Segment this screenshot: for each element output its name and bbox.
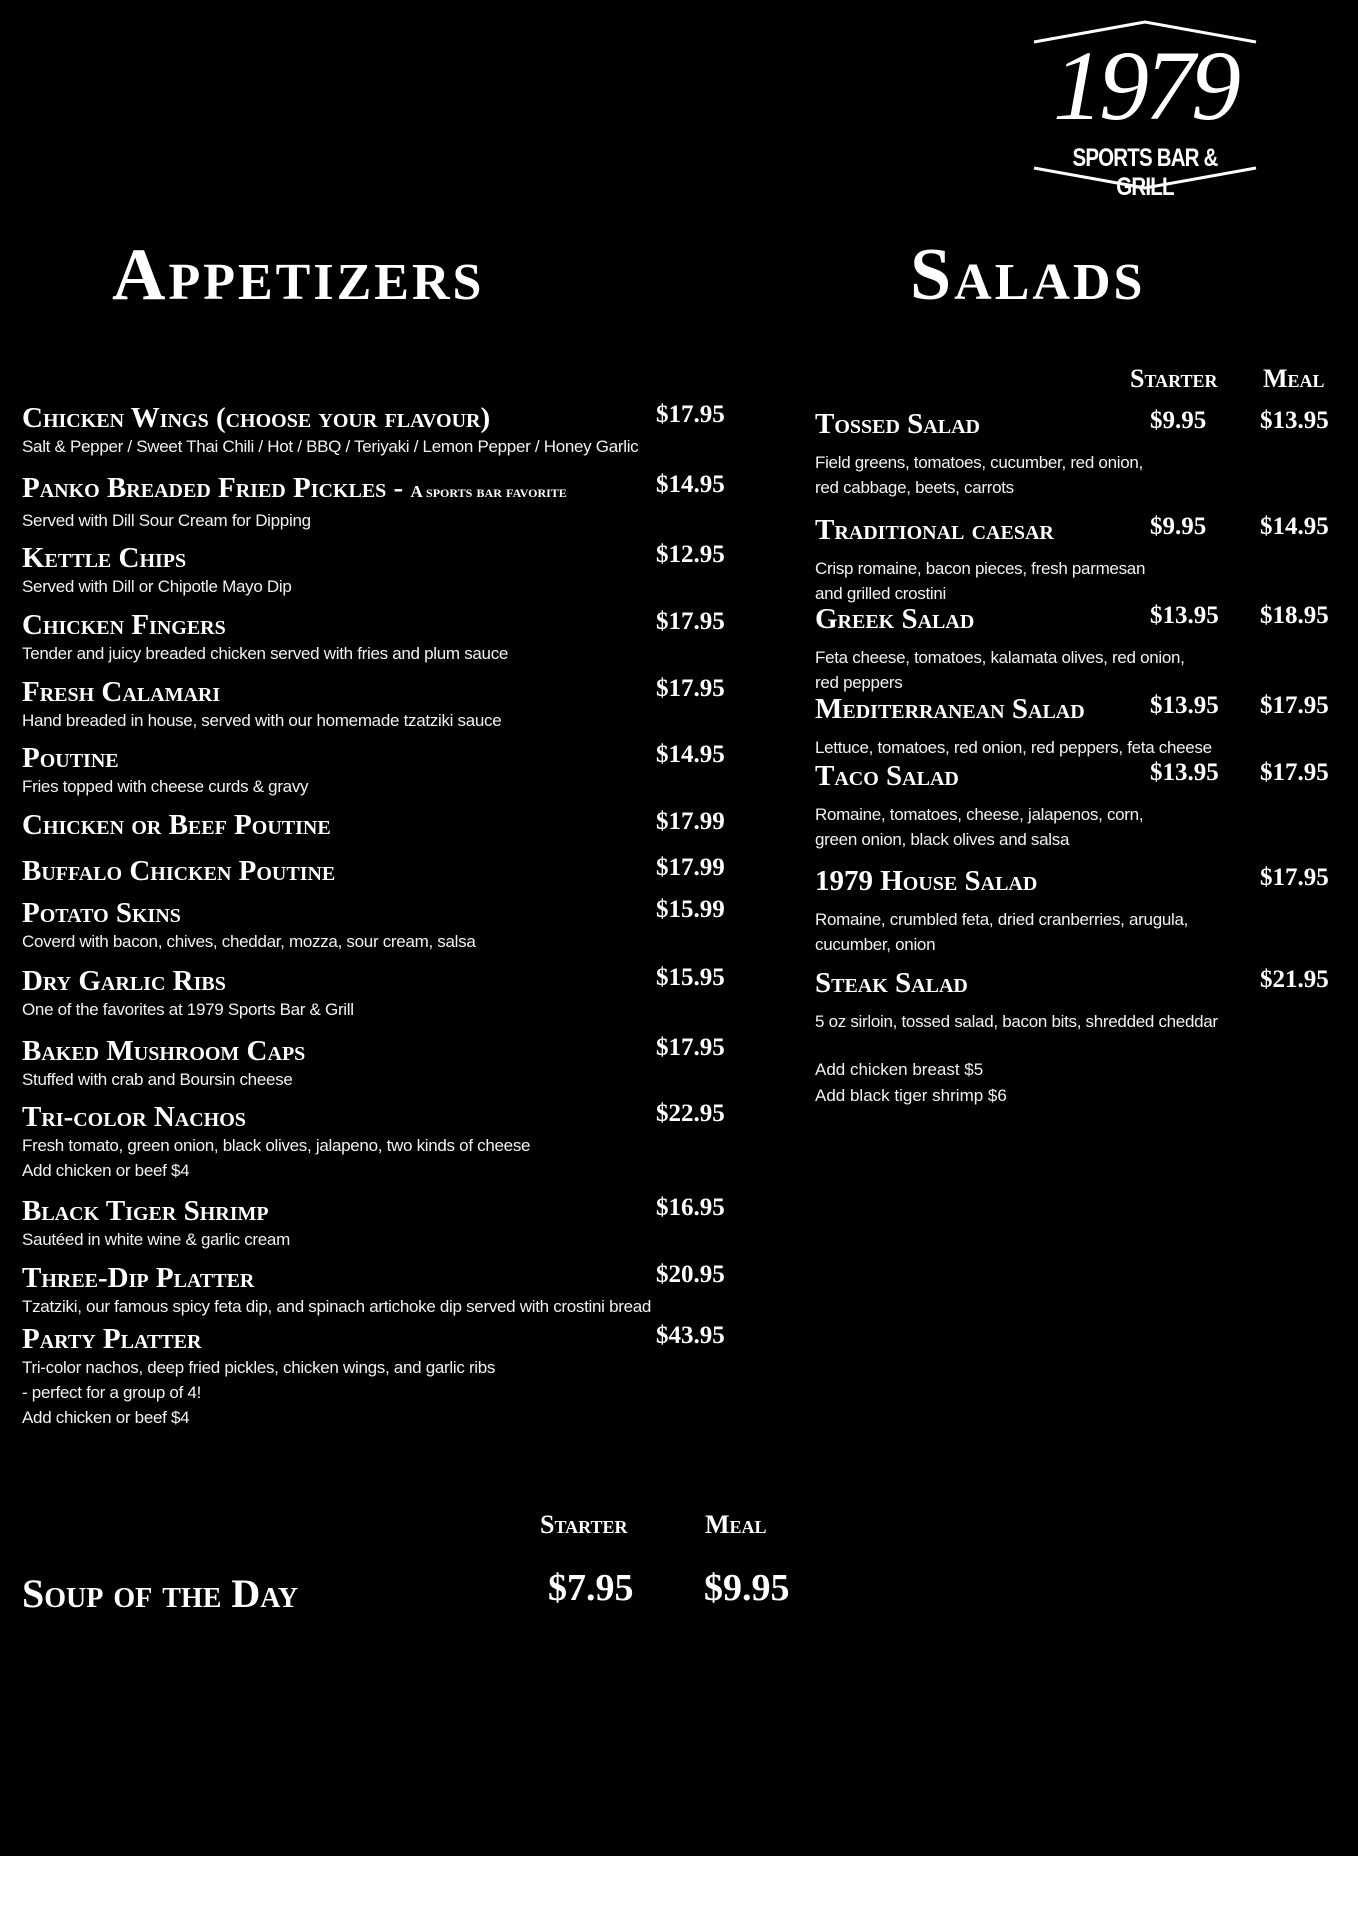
- item-name: Traditional caesar: [815, 514, 1054, 546]
- meal-price: $21.95: [1260, 966, 1329, 993]
- salads-title: Salads: [910, 234, 1146, 316]
- item-name: 1979 House Salad: [815, 865, 1038, 897]
- appetizer-item: [22, 1101, 530, 1183]
- item-name-text: Tri-color Nachos: [22, 1101, 246, 1133]
- item-price: $14.95: [656, 471, 725, 498]
- item-description: Served with Dill or Chipotle Mayo Dip: [22, 577, 292, 596]
- item-description: Fresh tomato, green onion, black olives, jalapeno, two kinds of cheese: [22, 1136, 531, 1155]
- item-name-text: Buffalo Chicken Poutine: [22, 855, 336, 887]
- item-name: [22, 897, 476, 929]
- item-name: Mediterranean Salad: [815, 693, 1085, 725]
- item-price: $43.95: [656, 1322, 725, 1349]
- item-description: Coverd with bacon, chives, cheddar, mozza, sour cream, salsa: [22, 932, 476, 951]
- item-tag: A sports bar favorite: [410, 482, 567, 501]
- starter-price: $13.95: [1150, 759, 1219, 786]
- item-price: $22.95: [656, 1100, 725, 1127]
- item-name: [22, 609, 508, 641]
- item-description: Tri-color nachos, deep fried pickles, chicken wings, and garlic ribs: [22, 1358, 496, 1377]
- item-name-text: Chicken Wings (choose your flavour): [22, 402, 491, 434]
- item-description: Add chicken or beef $4: [22, 1408, 190, 1427]
- item-name-text: Black Tiger Shrimp: [22, 1195, 269, 1227]
- logo-subtitle: SPORTS BAR & GRILL: [1072, 144, 1218, 201]
- meal-price: $17.95: [1260, 864, 1329, 891]
- soup-starter-header: Starter: [540, 1510, 628, 1539]
- item-name: Steak Salad: [815, 967, 968, 999]
- logo: [1030, 18, 1260, 201]
- item-description: 5 oz sirloin, tossed salad, bacon bits, shredded cheddar: [815, 1012, 1218, 1031]
- item-description: - perfect for a group of 4!: [22, 1383, 201, 1402]
- item-name: [22, 1101, 530, 1133]
- item-price: $14.95: [656, 741, 725, 768]
- soup-name: Soup of the Day: [22, 1571, 299, 1616]
- item-description: Sautéed in white wine & garlic cream: [22, 1230, 290, 1249]
- salad-item: [815, 514, 1145, 606]
- appetizer-item: [22, 897, 476, 954]
- item-description: Field greens, tomatoes, cucumber, red onion,: [815, 453, 1143, 472]
- appetizer-item: [22, 472, 567, 533]
- item-description: Add chicken or beef $4: [22, 1161, 190, 1180]
- item-name: [22, 542, 292, 574]
- item-name-text: Panko Breaded Fried Pickles -: [22, 472, 411, 504]
- item-name: Tossed Salad: [815, 408, 980, 440]
- item-name: [22, 809, 331, 841]
- item-description: and grilled crostini: [815, 584, 947, 603]
- appetizer-item: [22, 855, 335, 887]
- item-name-text: Chicken Fingers: [22, 609, 226, 641]
- salad-addon-note: Add black tiger shrimp $6: [815, 1086, 1007, 1105]
- starter-price: $9.95: [1150, 513, 1207, 540]
- item-description: Salt & Pepper / Sweet Thai Chili / Hot / BBQ / Teriyaki / Lemon Pepper / Honey Garlic: [22, 437, 639, 456]
- item-description: Tender and juicy breaded chicken served with fries and plum sauce: [22, 644, 509, 663]
- item-name-text: Three-Dip Platter: [22, 1262, 255, 1294]
- appetizer-item: [22, 609, 508, 666]
- soup-starter-price: $7.95: [548, 1567, 634, 1609]
- appetizers-title: Appetizers: [112, 234, 485, 316]
- item-price: $12.95: [656, 541, 725, 568]
- appetizer-item: [22, 1195, 290, 1252]
- item-name: [22, 1323, 495, 1355]
- appetizer-item: [22, 676, 501, 733]
- appetizer-item: [22, 965, 354, 1022]
- item-price: $17.99: [656, 808, 725, 835]
- salad-item: [815, 760, 1143, 852]
- salad-item: [815, 967, 1218, 1034]
- item-description: red peppers: [815, 673, 903, 692]
- item-name-text: Dry Garlic Ribs: [22, 965, 226, 997]
- item-price: $17.95: [656, 401, 725, 428]
- item-description: Lettuce, tomatoes, red onion, red peppers, feta cheese: [815, 738, 1212, 757]
- salad-item: [815, 603, 1185, 695]
- item-name: [22, 1262, 651, 1294]
- starter-price: $9.95: [1150, 407, 1207, 434]
- appetizer-item: [22, 742, 308, 799]
- item-name-text: Poutine: [22, 742, 119, 774]
- item-name: [22, 472, 567, 508]
- item-description: Fries topped with cheese curds & gravy: [22, 777, 309, 796]
- item-name-text: Party Platter: [22, 1323, 202, 1355]
- salads-starter-header: Starter: [1130, 364, 1218, 393]
- meal-price: $17.95: [1260, 692, 1329, 719]
- item-description: Stuffed with crab and Boursin cheese: [22, 1070, 293, 1089]
- item-name: [22, 402, 638, 434]
- item-description: Romaine, crumbled feta, dried cranberries, arugula,: [815, 910, 1189, 929]
- item-name: [22, 742, 308, 774]
- starter-price: $13.95: [1150, 692, 1219, 719]
- appetizer-item: [22, 1035, 305, 1092]
- appetizer-item: [22, 402, 638, 459]
- item-name-text: Kettle Chips: [22, 542, 187, 574]
- item-description: Crisp romaine, bacon pieces, fresh parmesan: [815, 559, 1146, 578]
- item-price: $15.95: [656, 964, 725, 991]
- soup-meal-price: $9.95: [704, 1567, 790, 1609]
- item-description: Hand breaded in house, served with our homemade tzatziki sauce: [22, 711, 502, 730]
- item-description: Romaine, tomatoes, cheese, jalapenos, corn,: [815, 805, 1144, 824]
- item-price: $17.95: [656, 1034, 725, 1061]
- item-price: $20.95: [656, 1261, 725, 1288]
- item-description: One of the favorites at 1979 Sports Bar & Grill: [22, 1000, 354, 1019]
- item-description: Feta cheese, tomatoes, kalamata olives, red onion,: [815, 648, 1185, 667]
- salad-item: [815, 865, 1188, 957]
- appetizer-item: [22, 1323, 495, 1430]
- meal-price: $18.95: [1260, 602, 1329, 629]
- item-name: [22, 676, 501, 708]
- item-name: [22, 965, 354, 997]
- item-name-text: Chicken or Beef Poutine: [22, 809, 331, 841]
- meal-price: $17.95: [1260, 759, 1329, 786]
- item-description: Tzatziki, our famous spicy feta dip, and spinach artichoke dip served with crostini bread: [22, 1297, 652, 1316]
- item-name: Taco Salad: [815, 760, 959, 792]
- item-name-text: Fresh Calamari: [22, 676, 221, 708]
- starter-price: $13.95: [1150, 602, 1219, 629]
- salads-meal-header: Meal: [1263, 364, 1325, 393]
- item-name-text: Baked Mushroom Caps: [22, 1035, 306, 1067]
- appetizer-item: [22, 809, 331, 841]
- item-description: green onion, black olives and salsa: [815, 830, 1070, 849]
- meal-price: $13.95: [1260, 407, 1329, 434]
- salad-addon-note: Add chicken breast $5: [815, 1060, 984, 1079]
- salad-item: [815, 408, 1143, 500]
- appetizer-item: [22, 1262, 651, 1319]
- item-name: Greek Salad: [815, 603, 975, 635]
- item-description: red cabbage, beets, carrots: [815, 478, 1014, 497]
- item-name: [22, 855, 335, 887]
- item-price: $16.95: [656, 1194, 725, 1221]
- item-price: $17.95: [656, 608, 725, 635]
- appetizer-item: [22, 542, 292, 599]
- item-price: $17.99: [656, 854, 725, 881]
- meal-price: $14.95: [1260, 513, 1329, 540]
- soup-meal-header: Meal: [705, 1510, 767, 1539]
- item-description: cucumber, onion: [815, 935, 936, 954]
- item-price: $17.95: [656, 675, 725, 702]
- logo-year: 1979: [1053, 30, 1237, 141]
- item-name: [22, 1035, 305, 1067]
- item-price: $15.99: [656, 896, 725, 923]
- item-description: Served with Dill Sour Cream for Dipping: [22, 511, 311, 530]
- item-name-text: Potato Skins: [22, 897, 181, 929]
- item-name: [22, 1195, 290, 1227]
